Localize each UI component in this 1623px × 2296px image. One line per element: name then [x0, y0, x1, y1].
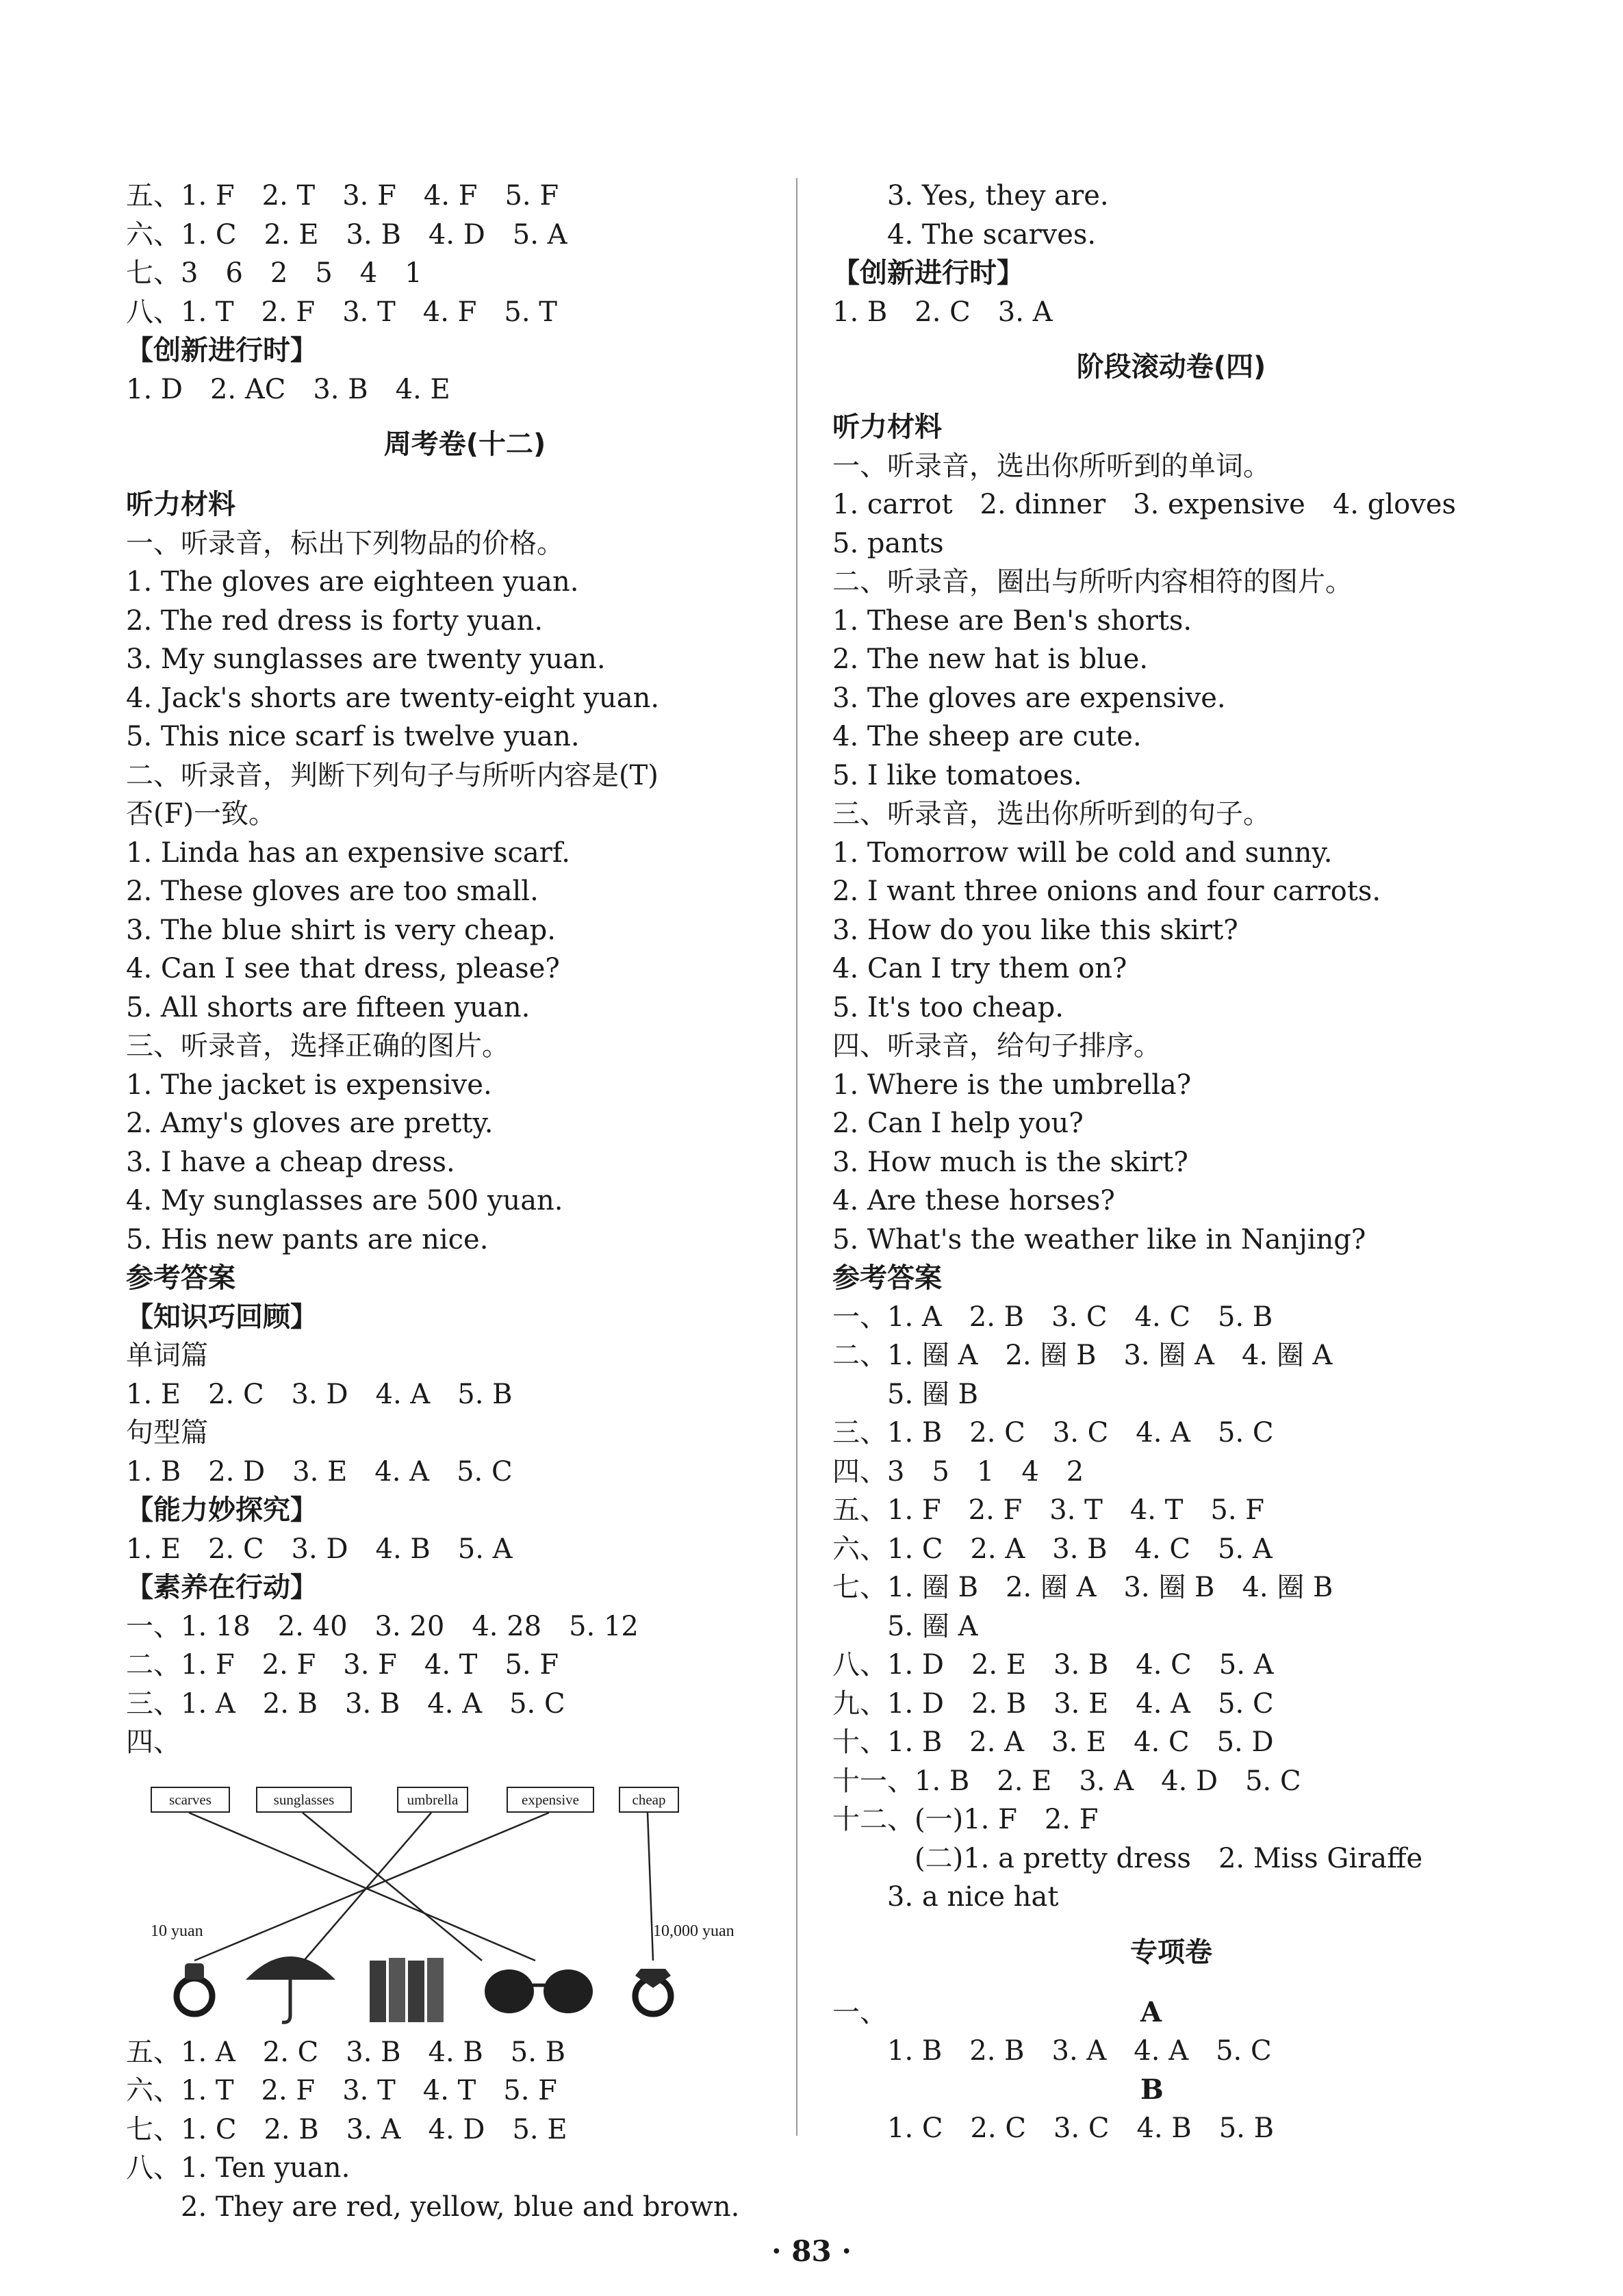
answer-line: 六、1. T 2. F 3. T 4. T 5. F — [126, 2075, 557, 2106]
diamond-ring-icon — [635, 1969, 671, 2014]
text-line: 5. What's the weather like in Nanjing? — [832, 1223, 1366, 1255]
answer-line: 一、1. 18 2. 40 3. 20 4. 28 5. 12 — [126, 1610, 639, 1642]
text-line: 1. The jacket is expensive. — [126, 1069, 492, 1101]
answer-line: 五、1. F 2. T 3. F 4. F 5. F — [126, 180, 559, 212]
text-line: 3. How do you like this skirt? — [832, 914, 1238, 946]
answer-line: 十、1. B 2. A 3. E 4. C 5. D — [832, 1726, 1274, 1758]
answer-line: 三、1. A 2. B 3. B 4. A 5. C — [126, 1687, 565, 1720]
umbrella-icon — [246, 1956, 335, 2022]
answer-line: 七、1. 圈 B 2. 圈 A 3. 圈 B 4. 圈 B — [832, 1572, 1333, 1603]
match-line — [648, 1813, 653, 1961]
text-line: 1. Linda has an expensive scarf. — [126, 837, 570, 869]
text-line: 二、听录音，圈出与所听内容相符的图片。 — [832, 566, 1353, 598]
text-line: 2. I want three onions and four carrots. — [832, 876, 1381, 907]
text-line: 4. Can I try them on? — [832, 953, 1127, 984]
text-line: 5. His new pants are nice. — [126, 1223, 489, 1255]
match-line — [194, 1813, 549, 1961]
answer-line: 十一、1. B 2. E 3. A 4. D 5. C — [832, 1765, 1301, 1797]
word-box-expensive: expensive — [507, 1787, 594, 1813]
text-line: 4. The sheep are cute. — [832, 721, 1142, 752]
special-prefix: 一、 — [832, 1996, 887, 2028]
section-heading: 【创新进行时】 — [832, 257, 1024, 289]
answer-line: 4. The scarves. — [887, 218, 1097, 251]
section-title: 专项卷 — [1130, 1936, 1212, 1968]
text-line: 2. Can I help you? — [832, 1108, 1084, 1139]
answer-line: 二、1. F 2. F 3. F 4. T 5. F — [126, 1649, 559, 1681]
answer-line: 3. Yes, they are. — [887, 180, 1109, 212]
match-line — [304, 1813, 431, 1961]
text-line: 单词篇 — [126, 1340, 208, 1371]
text-line: 3. The gloves are expensive. — [832, 682, 1226, 714]
text-line: 2. The new hat is blue. — [832, 643, 1149, 675]
special-row-b-label — [832, 2071, 1510, 2110]
price-label-high: 10,000 yuan — [653, 1922, 734, 1940]
section-heading: 【素养在行动】 — [126, 1572, 318, 1603]
answer-line: 九、1. D 2. B 3. E 4. A 5. C — [832, 1687, 1274, 1720]
answer-line: 1. B 2. C 3. A — [832, 296, 1053, 328]
answer-line: 1. C 2. C 3. C 4. B 5. B — [887, 2113, 1274, 2144]
scarves-icon — [370, 1958, 444, 2022]
answer-line: 一、1. A 2. B 3. C 4. C 5. B — [832, 1301, 1273, 1333]
section-title: 周考卷(十二) — [383, 429, 546, 460]
answer-line: 3. a nice hat — [887, 1881, 1059, 1913]
section-title: 阶段滚动卷(四) — [1076, 351, 1266, 383]
answer-line: 八、1. D 2. E 3. B 4. C 5. A — [832, 1649, 1274, 1681]
answer-line: 1. E 2. C 3. D 4. A 5. B — [126, 1378, 513, 1410]
cheap-ring-icon — [177, 1963, 212, 2014]
text-line: 5. I like tomatoes. — [832, 759, 1082, 791]
answer-line: 1. B 2. B 3. A 4. A 5. C — [887, 2035, 1272, 2067]
text-line: 一、听录音，选出你所听到的单词。 — [832, 450, 1270, 482]
section-heading: 听力材料 — [126, 489, 235, 520]
text-line: 4. My sunglasses are 500 yuan. — [126, 1185, 563, 1216]
text-line: 一、听录音，标出下列物品的价格。 — [126, 527, 564, 559]
word-box-sunglasses: sunglasses — [256, 1787, 352, 1813]
answer-line: 六、1. C 2. E 3. B 4. D 5. A — [126, 218, 567, 251]
section-heading: 【能力妙探究】 — [126, 1494, 318, 1526]
part-label-a: A — [1140, 1995, 1162, 2028]
answer-line: 三、1. B 2. C 3. C 4. A 5. C — [832, 1417, 1274, 1449]
price-label-low: 10 yuan — [151, 1922, 203, 1940]
part-label-b: B — [1140, 2073, 1164, 2106]
answer-line: 八、1. Ten yuan. — [126, 2152, 350, 2184]
answer-line: 七、1. C 2. B 3. A 4. D 5. E — [126, 2113, 567, 2145]
text-line: 3. I have a cheap dress. — [126, 1146, 455, 1178]
text-line: 四、听录音，给句子排序。 — [832, 1030, 1161, 1062]
text-line: 否(F)一致。 — [126, 798, 276, 830]
word-box-cheap: cheap — [619, 1787, 679, 1813]
text-line: 三、听录音，选择正确的图片。 — [126, 1030, 509, 1062]
answer-line: 四、3 5 1 4 2 — [832, 1455, 1084, 1488]
text-line: 5. All shorts are fifteen yuan. — [126, 991, 531, 1023]
answer-line: (二)1. a pretty dress 2. Miss Giraffe — [915, 1842, 1423, 1874]
sunglasses-icon — [485, 1969, 593, 2013]
answer-line: 八、1. T 2. F 3. T 4. F 5. T — [126, 296, 557, 328]
text-line: 5. pants — [832, 527, 944, 559]
text-line: 1. These are Ben's shorts. — [832, 604, 1192, 637]
text-line: 1. The gloves are eighteen yuan. — [126, 566, 579, 598]
text-line: 二、听录音，判断下列句子与所听内容是(T) — [126, 759, 659, 791]
text-line: 1. Tomorrow will be cold and sunny. — [832, 837, 1333, 869]
text-line: 3. My sunglasses are twenty yuan. — [126, 643, 606, 675]
text-line: 5. It's too cheap. — [832, 991, 1064, 1023]
text-line: 5. This nice scarf is twelve yuan. — [126, 721, 580, 752]
text-line: 3. How much is the skirt? — [832, 1146, 1188, 1178]
answer-line: 1. E 2. C 3. D 4. B 5. A — [126, 1533, 513, 1565]
text-line: 三、听录音，选出你所听到的句子。 — [832, 798, 1270, 830]
matching-lines-svg — [126, 1762, 804, 2033]
text-line: 1. carrot 2. dinner 3. expensive 4. gloves — [832, 489, 1457, 520]
text-line: 2. The red dress is forty yuan. — [126, 604, 544, 637]
section-heading: 【知识巧回顾】 — [126, 1301, 318, 1333]
word-box-umbrella: umbrella — [397, 1787, 468, 1813]
text-line: 4. Are these horses? — [832, 1185, 1115, 1216]
answer-line: 六、1. C 2. A 3. B 4. C 5. A — [832, 1533, 1273, 1565]
section-heading: 参考答案 — [126, 1262, 235, 1294]
text-line: 4. Jack's shorts are twenty-eight yuan. — [126, 682, 660, 714]
text-line: 2. These gloves are too small. — [126, 876, 539, 907]
match-line — [303, 1813, 482, 1961]
section-heading: 【创新进行时】 — [126, 335, 318, 366]
section-heading: 参考答案 — [832, 1262, 942, 1294]
text-line: 3. The blue shirt is very cheap. — [126, 914, 556, 946]
special-row-a-label — [832, 1993, 1510, 2032]
answer-line: 十二、(一)1. F 2. F — [832, 1804, 1099, 1835]
text-line: 4. Can I see that dress, please? — [126, 953, 560, 984]
answer-line: 五、1. F 2. F 3. T 4. T 5. F — [832, 1494, 1265, 1526]
text-line: 2. Amy's gloves are pretty. — [126, 1108, 494, 1139]
text-line: 句型篇 — [126, 1417, 208, 1449]
page-number: · 83 · — [771, 2234, 852, 2268]
word-box-scarves: scarves — [151, 1787, 230, 1813]
text-line: 1. Where is the umbrella? — [832, 1069, 1192, 1101]
answer-line: 5. 圈 A — [887, 1610, 978, 1642]
answer-line: 二、1. 圈 A 2. 圈 B 3. 圈 A 4. 圈 A — [832, 1340, 1333, 1371]
matching-figure — [126, 1762, 804, 2033]
answer-line: 四、 — [126, 1726, 181, 1758]
answer-line: 五、1. A 2. C 3. B 4. B 5. B — [126, 2036, 566, 2068]
answer-line: 1. D 2. AC 3. B 4. E — [126, 373, 450, 405]
right-column — [832, 177, 1510, 2148]
answer-line: 2. They are red, yellow, blue and brown. — [181, 2191, 740, 2223]
answer-line: 5. 圈 B — [887, 1378, 978, 1410]
left-column — [126, 177, 804, 2226]
answer-line: 1. B 2. D 3. E 4. A 5. C — [126, 1455, 513, 1488]
answer-line: 七、3 6 2 5 4 1 — [126, 257, 422, 289]
match-line — [189, 1813, 535, 1961]
section-heading: 听力材料 — [832, 411, 942, 443]
